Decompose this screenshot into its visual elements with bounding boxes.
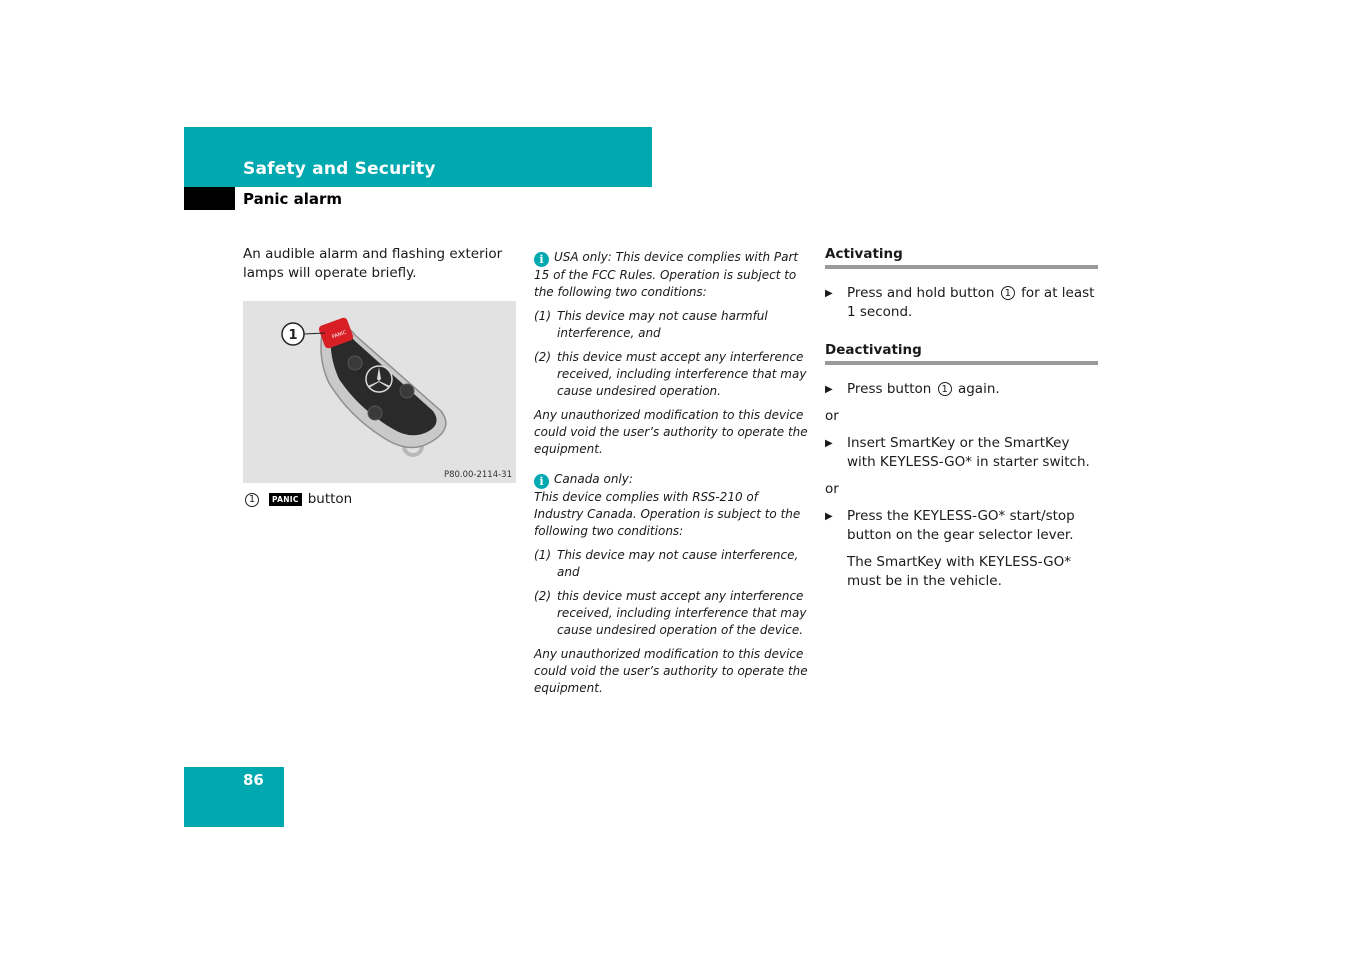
condition-number: (2)	[534, 589, 551, 603]
smartkey-illustration	[243, 301, 516, 483]
caption-text: button	[307, 491, 353, 507]
condition-text: This device may not cause interference, and	[557, 548, 799, 579]
panic-button-text: PANIC	[331, 329, 348, 341]
activating-heading: Activating	[825, 246, 1098, 269]
condition-text: This device may not cause harmful interference, and	[557, 309, 768, 340]
unlock-button-shape	[400, 384, 414, 398]
step-text: Insert SmartKey or the SmartKey with KEYLESS-GO* in starter switch.	[847, 435, 1090, 470]
canada-title	[534, 471, 810, 489]
step-button-number: 1	[1001, 286, 1015, 300]
trunk-button-shape	[368, 406, 382, 420]
condition-text: this device must accept any interference received, including interference that may cause undesired operation of the device.	[557, 589, 807, 637]
step-text: Press the KEYLESS-GO* start/stop button on the gear selector lever.	[847, 508, 1075, 543]
condition-number: (1)	[534, 309, 551, 323]
step-text	[847, 380, 1000, 399]
step-button-number: 1	[938, 382, 952, 396]
panic-badge: PANIC	[269, 493, 302, 506]
caption-number: 1	[245, 493, 259, 507]
info-icon: i	[534, 474, 549, 489]
page-number-box	[184, 767, 284, 827]
deactivating-note: The SmartKey with KEYLESS-GO* must be in the vehicle.	[847, 554, 1071, 589]
bullet-arrow-icon: ▶	[825, 384, 833, 395]
canada-warning: Any unauthorized modification to this device could void the user’s authority to operate the equipment.	[534, 647, 808, 695]
step-text-pre: Press button	[847, 381, 932, 397]
canada-intro: This device complies with RSS-210 of Industry Canada. Operation is subject to the following two conditions:	[534, 490, 801, 538]
or-separator: or	[825, 408, 839, 424]
deactivating-step-3	[825, 507, 1098, 545]
figure-caption	[243, 490, 516, 509]
column-middle	[534, 249, 810, 697]
subsection-title: Panic alarm	[243, 190, 343, 208]
deactivating-heading: Deactivating	[825, 342, 1098, 365]
condition-number: (2)	[534, 350, 551, 364]
step-text	[847, 284, 1098, 322]
callout-number: 1	[288, 328, 298, 343]
bullet-arrow-icon: ▶	[825, 511, 833, 522]
column-left	[243, 245, 516, 509]
canada-condition-1	[534, 547, 810, 581]
usa-intro-text: USA only: This device complies with Part 15 of the FCC Rules. Operation is subject to the following two conditions:	[534, 250, 799, 299]
or-separator: or	[825, 481, 839, 497]
smartkey-figure	[243, 301, 516, 483]
section-title: Safety and Security	[243, 159, 436, 179]
canada-condition-2	[534, 588, 810, 639]
condition-text: this device must accept any interference received, including interference that may cause undesired operation.	[557, 350, 807, 398]
usa-condition-1	[534, 308, 810, 342]
step-text-pre: Press and hold button	[847, 285, 995, 301]
usa-warning: Any unauthorized modification to this device could void the user’s authority to operate the equipment.	[534, 408, 808, 456]
activating-step	[825, 284, 1098, 322]
step-text-post: again.	[957, 381, 1000, 397]
subsection-marker	[184, 187, 235, 210]
usa-condition-2	[534, 349, 810, 400]
figure-code: P80.00-2114-31	[443, 470, 512, 480]
bullet-arrow-icon: ▶	[825, 288, 833, 299]
step-text-post: for at least 1 second.	[847, 285, 1095, 320]
intro-text: An audible alarm and flashing exterior lamps will operate briefly.	[243, 246, 503, 281]
deactivating-step-2	[825, 434, 1098, 472]
deactivating-step-1	[825, 380, 1098, 399]
usa-intro	[534, 249, 810, 301]
lock-button-shape	[348, 356, 362, 370]
condition-number: (1)	[534, 548, 551, 562]
info-icon: i	[534, 252, 549, 267]
canada-title-text: Canada only:	[554, 472, 633, 486]
column-right	[825, 246, 1098, 591]
bullet-arrow-icon: ▶	[825, 438, 833, 449]
page-number: 86	[243, 771, 264, 789]
